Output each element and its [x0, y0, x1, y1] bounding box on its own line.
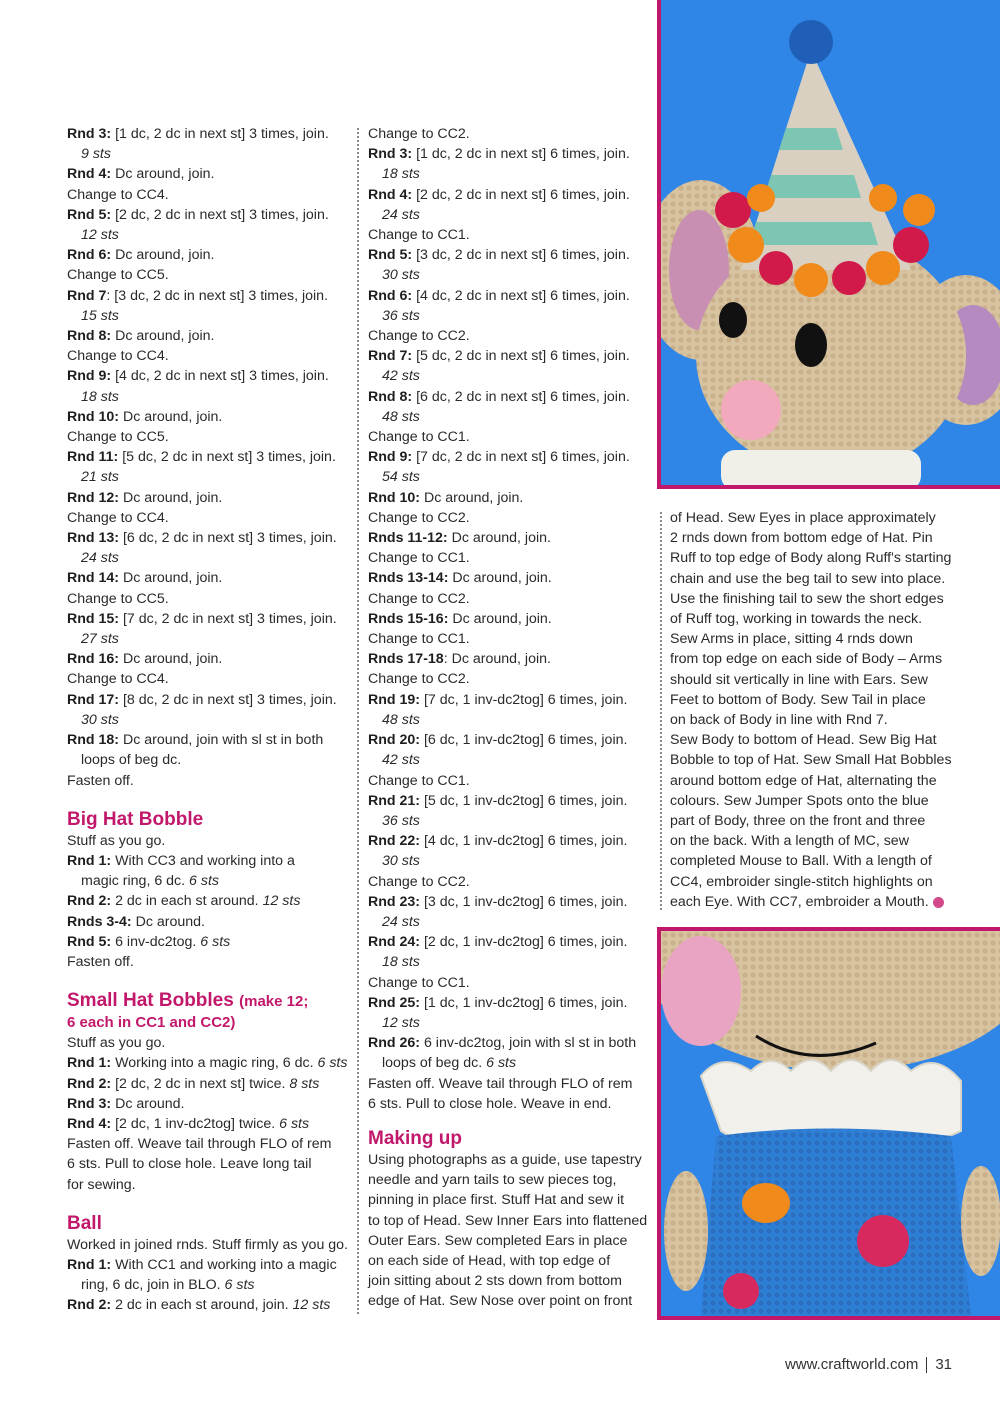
instruction-line	[368, 892, 653, 912]
making-up-line: 2 rnds down from bottom edge of Hat. Pin	[670, 530, 933, 547]
round-label: Rnd 9:	[67, 368, 112, 385]
instruction-line: Change to CC1.	[368, 631, 470, 648]
instruction-line	[67, 730, 352, 750]
round-label: Rnds 17-18	[368, 651, 444, 668]
section-heading-small-hat-bobbles: Small Hat Bobbles (make 12;	[67, 990, 309, 1012]
making-up-line: Ruff to top edge of Body along Ruff's starting	[670, 550, 952, 567]
making-up-line: each Eye. With CC7, embroider a Mouth.	[670, 892, 960, 912]
stitch-count: 6 sts	[200, 933, 231, 950]
instruction-line	[368, 185, 653, 205]
page-number: 31	[935, 1356, 952, 1373]
instruction-line	[368, 831, 653, 851]
instruction-line	[368, 730, 653, 750]
round-label: Rnd 10:	[368, 489, 421, 506]
section-heading-big-hat-bobble: Big Hat Bobble	[67, 808, 204, 830]
round-text: [4 dc, 2 dc in next st] 3 times, join.	[111, 368, 329, 385]
instruction-line: Change to CC4.	[67, 509, 169, 526]
instruction-line	[368, 447, 653, 467]
round-text: [4 dc, 1 inv-dc2tog] 6 times, join.	[420, 833, 628, 850]
instruction-line-continued	[67, 871, 352, 891]
round-text: [5 dc, 1 inv-dc2tog] 6 times, join.	[420, 792, 628, 809]
stitch-count: 18 sts	[382, 166, 420, 183]
making-up-continued	[670, 508, 960, 912]
footer-separator	[926, 1357, 927, 1373]
round-label: Rnd 9:	[368, 449, 413, 466]
instruction-line	[368, 528, 653, 548]
instruction-line: 6 sts. Pull to close hole. Weave in end.	[368, 1095, 612, 1112]
instruction-line: Change to CC2.	[368, 328, 470, 345]
instruction-line: Change to CC4.	[67, 186, 169, 203]
round-label: Rnd 19:	[368, 691, 421, 708]
instruction-line: 6 sts. Pull to close hole. Leave long tail	[67, 1156, 312, 1173]
instruction-line	[67, 932, 352, 952]
round-label: Rnd 22:	[368, 833, 421, 850]
instruction-line: Worked in joined rnds. Stuff firmly as you go.	[67, 1236, 348, 1253]
rounds-list-1	[67, 124, 352, 791]
round-label: Rnd 6:	[67, 247, 112, 264]
instruction-line: Change to CC2.	[368, 873, 470, 890]
round-text: Dc around, join.	[111, 328, 215, 345]
stitch-count: 6 sts	[224, 1277, 255, 1294]
instruction-line-continued	[67, 750, 352, 770]
round-label: Rnd 2:	[67, 1075, 112, 1092]
instruction-line: Change to CC5.	[67, 267, 169, 284]
making-up-line: edge of Hat. Sew Nose over point on front	[368, 1293, 633, 1310]
round-text: [3 dc, 2 dc in next st] 6 times, join.	[412, 247, 630, 264]
stitch-count: 18 sts	[81, 388, 119, 405]
column-divider	[357, 128, 359, 1314]
round-text: 6 inv-dc2tog.	[111, 933, 201, 950]
round-text: [7 dc, 1 inv-dc2tog] 6 times, join.	[420, 691, 628, 708]
instruction-line: Change to CC1.	[368, 227, 470, 244]
section-subheading-small-hat-bobbles: 6 each in CC1 and CC2)	[67, 1014, 236, 1032]
instruction-line	[368, 993, 653, 1013]
making-up-line: CC4, embroider single-stitch highlights on	[670, 873, 933, 890]
making-up-line: should sit vertically in line with Ears. Sew	[670, 671, 928, 688]
instruction-line	[368, 346, 653, 366]
round-label: Rnd 5:	[368, 247, 413, 264]
round-label: Rnd 23:	[368, 893, 421, 910]
instruction-line	[67, 245, 352, 265]
instruction-line: Change to CC2.	[368, 126, 470, 142]
stitch-count: 54 sts	[382, 469, 420, 486]
stitch-count: 48 sts	[382, 408, 420, 425]
instruction-line	[368, 387, 653, 407]
round-label: Rnd 12:	[67, 489, 120, 506]
stitch-count: 18 sts	[382, 954, 420, 971]
round-label: Rnd 3:	[368, 146, 413, 163]
round-text: [1 dc, 2 dc in next st] 6 times, join.	[412, 146, 630, 163]
round-text: Dc around, join with sl st in both	[119, 732, 324, 749]
round-label: Rnd 13:	[67, 530, 120, 547]
making-up-line: Sew Arms in place, sitting 4 rnds down	[670, 631, 913, 648]
round-text: Dc around, join.	[448, 610, 552, 627]
stitch-count: 48 sts	[382, 711, 420, 728]
round-label: Rnd 26:	[368, 1035, 421, 1052]
round-text: [1 dc, 2 dc in next st] 3 times, join.	[111, 126, 329, 142]
instruction-line	[67, 124, 352, 144]
round-label: Rnd 1:	[67, 1055, 112, 1072]
making-up-line: completed Mouse to Ball. With a length of	[670, 853, 932, 870]
small-hat-bobbles-instructions	[67, 1033, 352, 1195]
round-text: loops of beg dc.	[81, 752, 182, 769]
round-text: [2 dc, 1 inv-dc2tog] twice.	[111, 1115, 280, 1132]
instruction-line	[67, 447, 352, 467]
crochet-mouse-clown-photo	[657, 0, 1000, 489]
making-up-line: needle and yarn tails to sew pieces tog,	[368, 1172, 617, 1189]
instruction-line: Change to CC1.	[368, 772, 470, 789]
round-text: [6 dc, 2 dc in next st] 6 times, join.	[412, 388, 630, 405]
round-text: Dc around, join.	[420, 489, 524, 506]
instruction-line	[67, 407, 352, 427]
stitch-count: 30 sts	[382, 853, 420, 870]
round-label: Rnd 2:	[67, 1297, 112, 1314]
instruction-line: Change to CC5.	[67, 429, 169, 446]
instruction-line	[67, 690, 352, 710]
making-up-line: around bottom edge of Hat, alternating the	[670, 772, 937, 789]
round-text: Dc around, join.	[447, 530, 551, 547]
instruction-line	[67, 205, 352, 225]
end-mark-icon	[933, 897, 944, 908]
stitch-count: 42 sts	[382, 368, 420, 385]
round-text: 6 inv-dc2tog, join with sl st in both	[420, 1035, 637, 1052]
making-up-line: part of Body, three on the front and three	[670, 813, 926, 830]
stitch-count: 24 sts	[81, 550, 119, 567]
round-text: magic ring, 6 dc.	[81, 873, 190, 890]
round-text: Dc around, join.	[119, 570, 223, 587]
instruction-line	[67, 649, 352, 669]
making-up-line: of Head. Sew Eyes in place approximately	[670, 510, 936, 526]
instruction-line: Change to CC4.	[67, 671, 169, 688]
instruction-line: Stuff as you go.	[67, 1035, 166, 1052]
round-text: : Dc around, join.	[443, 651, 551, 668]
round-label: Rnd 16:	[67, 651, 120, 668]
making-up-instructions	[368, 1150, 653, 1312]
round-text: Dc around.	[131, 913, 205, 930]
making-up-line: on each side of Head, with top edge of	[368, 1252, 611, 1269]
making-up-line: to top of Head. Sew Inner Ears into flattened	[368, 1212, 648, 1229]
round-text: [5 dc, 2 dc in next st] 6 times, join.	[412, 348, 630, 365]
round-label: Rnd 1:	[67, 1256, 112, 1273]
instruction-line	[67, 609, 352, 629]
round-text: [6 dc, 2 dc in next st] 3 times, join.	[119, 530, 337, 547]
instruction-line: Fasten off.	[67, 953, 134, 970]
round-text: Dc around, join.	[119, 651, 223, 668]
instruction-line	[368, 286, 653, 306]
stitch-count: 36 sts	[382, 307, 420, 324]
stitch-count: 9 sts	[81, 146, 111, 163]
round-text: [4 dc, 2 dc in next st] 6 times, join.	[412, 287, 630, 304]
round-text: 2 dc in each st around.	[111, 893, 263, 910]
round-text: Dc around, join.	[448, 570, 552, 587]
round-text: loops of beg dc.	[382, 1055, 487, 1072]
round-label: Rnd 24:	[368, 934, 421, 951]
round-label: Rnd 15:	[67, 610, 120, 627]
round-label: Rnds 15-16:	[368, 610, 449, 627]
stitch-count: 30 sts	[382, 267, 420, 284]
instruction-line	[67, 1255, 352, 1275]
stitch-count: 12 sts	[81, 227, 119, 244]
footer-url: www.craftworld.com	[784, 1356, 919, 1373]
instruction-line	[67, 1295, 352, 1315]
instruction-line: Change to CC1.	[368, 429, 470, 446]
column-3	[670, 508, 960, 912]
stitch-count: 24 sts	[382, 913, 420, 930]
instruction-line: Stuff as you go.	[67, 832, 166, 849]
round-label: Rnd 17:	[67, 691, 120, 708]
round-text: Dc around, join.	[111, 247, 215, 264]
round-text: [8 dc, 2 dc in next st] 3 times, join.	[119, 691, 337, 708]
round-label: Rnd 5:	[67, 206, 112, 223]
stitch-count: 6 sts	[317, 1055, 348, 1072]
column-2	[368, 124, 653, 1312]
making-up-line: of Ruff tog, working in towards the neck.	[670, 611, 923, 628]
round-label: Rnd 10:	[67, 408, 120, 425]
making-up-line: chain and use the beg tail to sew into place.	[670, 570, 946, 587]
round-text: [3 dc, 1 inv-dc2tog] 6 times, join.	[420, 893, 628, 910]
round-label: Rnd 25:	[368, 994, 421, 1011]
round-label: Rnd 4:	[368, 186, 413, 203]
round-label: Rnd 7:	[368, 348, 413, 365]
stitch-count: 6 sts	[279, 1115, 310, 1132]
round-label: Rnd 14:	[67, 570, 120, 587]
instruction-line	[67, 528, 352, 548]
instruction-line	[368, 1033, 653, 1053]
instruction-line	[368, 791, 653, 811]
instruction-line	[67, 851, 352, 871]
stitch-count: 21 sts	[81, 469, 119, 486]
instruction-line: Fasten off.	[67, 772, 134, 789]
section-heading-ball: Ball	[67, 1212, 102, 1234]
round-label: Rnd 4:	[67, 1115, 112, 1132]
round-label: Rnd 8:	[368, 388, 413, 405]
instruction-line	[368, 690, 653, 710]
instruction-line: Change to CC5.	[67, 590, 169, 607]
round-text: [7 dc, 2 dc in next st] 3 times, join.	[119, 610, 337, 627]
making-up-line: on the back. With a length of MC, sew	[670, 833, 909, 850]
making-up-line: Bobble to top of Hat. Sew Small Hat Bobbles	[670, 752, 952, 769]
instruction-line: Change to CC4.	[67, 348, 169, 365]
stitch-count: 6 sts	[189, 873, 219, 890]
round-text: With CC1 and working into a magic	[111, 1256, 337, 1273]
round-text: : [3 dc, 2 dc in next st] 3 times, join.	[106, 287, 329, 304]
stitch-count: 15 sts	[81, 307, 119, 324]
instruction-line	[368, 144, 653, 164]
instruction-line	[67, 366, 352, 386]
column-divider-2	[660, 512, 662, 910]
instruction-line	[368, 649, 653, 669]
making-up-line: join sitting about 2 sts down from bottom	[368, 1273, 622, 1290]
instruction-line: Change to CC2.	[368, 671, 470, 688]
instruction-line-continued	[67, 1275, 352, 1295]
round-text: Working into a magic ring, 6 dc.	[111, 1055, 318, 1072]
instruction-line	[67, 568, 352, 588]
instruction-line: for sewing.	[67, 1176, 136, 1193]
round-label: Rnd 3:	[67, 1095, 112, 1112]
stitch-count: 6 sts	[486, 1055, 517, 1072]
instruction-line	[67, 164, 352, 184]
round-label: Rnds 3-4:	[67, 913, 132, 930]
round-text: With CC3 and working into a	[111, 852, 295, 869]
making-up-line: from top edge on each side of Body – Arms	[670, 651, 943, 668]
instruction-line: Change to CC1.	[368, 550, 470, 567]
instruction-line	[368, 245, 653, 265]
instruction-line: Change to CC2.	[368, 590, 470, 607]
instruction-line	[67, 891, 352, 911]
round-text: [2 dc, 2 dc in next st] 3 times, join.	[111, 206, 329, 223]
instruction-line: Fasten off. Weave tail through FLO of rem	[368, 1075, 633, 1092]
round-text: [6 dc, 1 inv-dc2tog] 6 times, join.	[420, 732, 628, 749]
making-up-line: Use the finishing tail to sew the short edges	[670, 590, 944, 607]
round-text: Dc around.	[111, 1095, 185, 1112]
making-up-line: pinning in place first. Stuff Hat and sew it	[368, 1192, 625, 1209]
instruction-line	[368, 568, 653, 588]
round-text: ring, 6 dc, join in BLO.	[81, 1277, 225, 1294]
round-label: Rnd 1:	[67, 852, 112, 869]
round-text: Dc around, join.	[111, 166, 215, 183]
section-heading-making-up: Making up	[368, 1127, 462, 1149]
instruction-line	[67, 1114, 352, 1134]
round-label: Rnd 21:	[368, 792, 421, 809]
round-label: Rnd 8:	[67, 328, 112, 345]
instruction-line	[67, 1053, 352, 1073]
round-text: [2 dc, 2 dc in next st] twice.	[111, 1075, 290, 1092]
stitch-count: 24 sts	[382, 206, 420, 223]
instruction-line	[67, 1094, 352, 1114]
instruction-line	[67, 1074, 352, 1094]
instruction-line	[67, 912, 352, 932]
round-label: Rnds 11-12:	[368, 530, 448, 547]
crochet-mouse-body-photo	[657, 927, 1000, 1320]
stitch-count: 36 sts	[382, 812, 420, 829]
round-label: Rnd 6:	[368, 287, 413, 304]
round-text: [7 dc, 2 dc in next st] 6 times, join.	[412, 449, 630, 466]
stitch-count: 12 sts	[382, 1014, 420, 1031]
round-text: [1 dc, 1 inv-dc2tog] 6 times, join.	[420, 994, 628, 1011]
big-hat-bobble-instructions	[67, 831, 352, 972]
instruction-line	[368, 609, 653, 629]
instruction-line: Fasten off. Weave tail through FLO of rem	[67, 1136, 332, 1153]
round-text: [5 dc, 2 dc in next st] 3 times, join.	[118, 449, 336, 466]
making-up-line: on back of Body in line with Rnd 7.	[670, 712, 888, 729]
round-label: Rnd 7	[67, 287, 107, 304]
round-label: Rnd 11:	[67, 449, 119, 466]
rounds-list-2	[368, 124, 653, 1114]
stitch-count: 8 sts	[289, 1075, 320, 1092]
instruction-line	[67, 326, 352, 346]
making-up-line: Sew Body to bottom of Head. Sew Big Hat	[670, 732, 937, 749]
stitch-count: 27 sts	[81, 631, 119, 648]
instruction-line: Change to CC2.	[368, 509, 470, 526]
instruction-line	[368, 932, 653, 952]
stitch-count: 30 sts	[81, 711, 119, 728]
instruction-line: Change to CC1.	[368, 974, 470, 991]
ball-instructions	[67, 1235, 352, 1316]
making-up-line: Outer Ears. Sew completed Ears in place	[368, 1232, 628, 1249]
instruction-line-continued	[368, 1053, 653, 1073]
making-up-line: Using photographs as a guide, use tapestry	[368, 1151, 642, 1168]
stitch-count: 12 sts	[262, 893, 301, 910]
round-label: Rnds 13-14:	[368, 570, 449, 587]
round-text: Dc around, join.	[119, 408, 223, 425]
round-label: Rnd 4:	[67, 166, 112, 183]
stitch-count: 42 sts	[382, 752, 420, 769]
round-label: Rnd 3:	[67, 126, 112, 142]
instruction-line	[368, 488, 653, 508]
page-footer	[700, 1356, 952, 1373]
round-text: [2 dc, 1 inv-dc2tog] 6 times, join.	[420, 934, 628, 951]
round-label: Rnd 5:	[67, 933, 112, 950]
stitch-count: 12 sts	[292, 1297, 331, 1314]
round-text: 2 dc in each st around, join.	[111, 1297, 293, 1314]
instruction-line	[67, 488, 352, 508]
round-text: [2 dc, 2 dc in next st] 6 times, join.	[412, 186, 630, 203]
round-label: Rnd 20:	[368, 732, 421, 749]
making-up-line: colours. Sew Jumper Spots onto the blue	[670, 792, 929, 809]
round-label: Rnd 2:	[67, 893, 112, 910]
round-label: Rnd 18:	[67, 732, 120, 749]
column-1	[67, 124, 352, 1316]
round-text: Dc around, join.	[119, 489, 223, 506]
instruction-line	[67, 286, 352, 306]
making-up-line: Feet to bottom of Body. Sew Tail in place	[670, 691, 926, 708]
